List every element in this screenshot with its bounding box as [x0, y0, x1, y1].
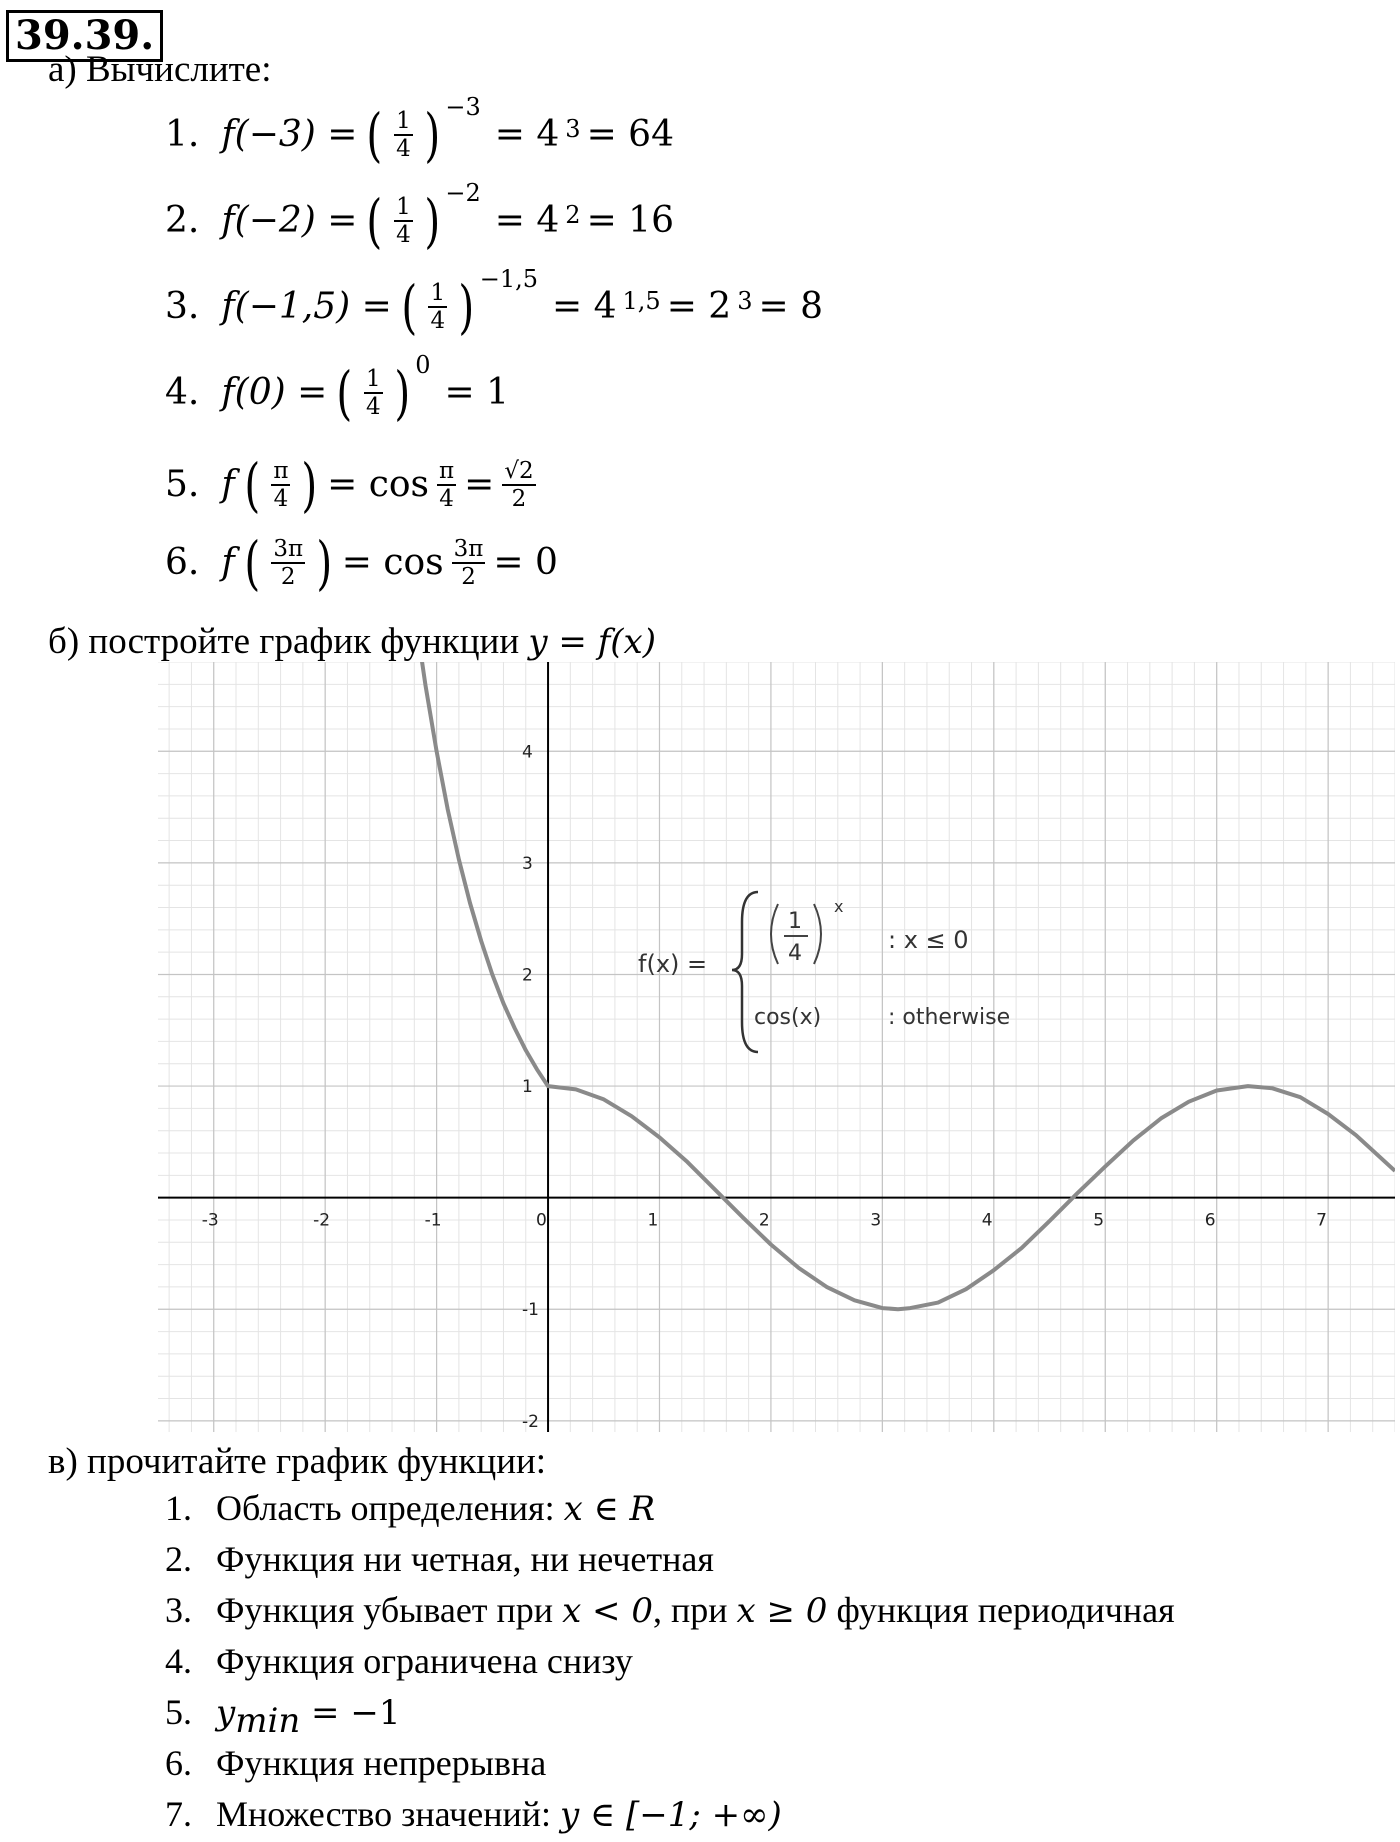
item-number: 6.: [165, 1743, 192, 1783]
item-text-2: , при: [652, 1590, 737, 1630]
calc-item: [165, 528, 558, 598]
y-tick-label: -1: [522, 1300, 539, 1321]
item-number: 5.: [165, 1692, 192, 1732]
reading-item: [165, 1537, 714, 1581]
x-tick-label: 6: [1204, 1210, 1216, 1231]
exponent: −1,5: [479, 265, 538, 293]
part-b-heading-math: y = f(x): [528, 622, 656, 662]
item-tail: = 2: [666, 286, 732, 327]
item-number: 1.: [165, 114, 200, 155]
base-fraction-numerator: 1: [365, 366, 381, 392]
base-fraction-numerator: 1: [396, 194, 411, 220]
item-math: x < 0: [562, 1591, 653, 1631]
item-number: 4.: [165, 1641, 192, 1681]
base-fraction-denominator: 4: [396, 222, 411, 248]
item-number: 5.: [165, 464, 200, 505]
y-tick-label: 4: [522, 742, 533, 763]
item-tail2: = 8: [758, 286, 823, 327]
calc-item: [165, 450, 538, 520]
paren-close: ): [458, 273, 475, 341]
item-number: 6.: [165, 542, 200, 583]
item-text: Функция ни четная, ни нечетная: [216, 1539, 714, 1579]
item-math-rest: = −1: [300, 1693, 401, 1733]
result-fraction: [502, 458, 535, 512]
item-mid: = cos: [341, 542, 444, 583]
cos-argument-fraction: [437, 458, 456, 512]
reading-item: [165, 1486, 655, 1531]
formula-case2-condition: : otherwise: [888, 1005, 1011, 1030]
item-number: 4.: [165, 372, 200, 413]
item-mid: = cos: [327, 464, 430, 505]
base-fraction: [394, 194, 413, 248]
item-lhs: f: [221, 464, 235, 505]
rhs-exponent: 2: [565, 201, 581, 229]
item-number: 7.: [165, 1794, 192, 1834]
x-tick-label: 7: [1316, 1210, 1327, 1231]
item-rhs: = 1: [444, 372, 510, 413]
item-number: 2.: [165, 200, 200, 241]
x-tick-label: -3: [201, 1210, 219, 1231]
calc-item: [165, 93, 674, 170]
item-text: Функция ограничена снизу: [216, 1641, 633, 1681]
function-graph: [158, 662, 1395, 1432]
paren-open: (: [401, 273, 418, 341]
exponent: 0: [415, 351, 431, 379]
paren-close: ): [424, 187, 440, 255]
formula-case1-exponent: x: [834, 897, 844, 916]
reading-item: [165, 1588, 1175, 1633]
item-text: Множество значений:: [216, 1794, 561, 1834]
exponent: −3: [445, 93, 481, 121]
graph-background: [158, 662, 1395, 1432]
exponent: −2: [445, 179, 481, 207]
item-result: = 0: [493, 542, 558, 583]
reading-item: [165, 1639, 633, 1683]
base-fraction-numerator: 1: [396, 108, 411, 134]
problem-number: 39.39.: [6, 10, 163, 62]
paren-open: (: [366, 187, 383, 255]
item-rhs: = 4: [494, 200, 560, 241]
formula-case1-numerator: 1: [788, 909, 802, 934]
item-math: y: [216, 1693, 236, 1733]
calc-item: [165, 265, 823, 342]
reading-item: [165, 1741, 546, 1785]
rhs-exponent: 3: [565, 115, 581, 143]
item-text: Функция убывает при: [216, 1590, 563, 1630]
cos-argument-fraction-numerator: π: [439, 458, 455, 484]
item-number: 3.: [165, 286, 200, 327]
formula-case1-denominator: 4: [788, 941, 802, 966]
base-fraction-denominator: 4: [396, 136, 411, 162]
x-tick-label: 5: [1093, 1210, 1105, 1231]
y-tick-label: 2: [522, 965, 533, 986]
base-fraction: [428, 280, 447, 334]
cos-argument-fraction-numerator: 3π: [453, 536, 484, 562]
item-text: Функция непрерывна: [216, 1743, 547, 1783]
base-fraction: [394, 108, 413, 162]
part-b-heading-text: б) постройте график функции: [48, 621, 529, 662]
item-math-2: x ≥ 0: [736, 1591, 828, 1631]
x-tick-label: 2: [758, 1210, 770, 1231]
paren-open: (: [336, 359, 353, 427]
item-eq: =: [464, 464, 495, 505]
cos-argument-fraction-denominator: 4: [439, 486, 454, 512]
tail-exponent: 3: [737, 287, 753, 315]
y-tick-label: 1: [522, 1077, 533, 1098]
formula-case2-expression: cos(x): [754, 1005, 822, 1030]
item-text: Область определения:: [216, 1488, 564, 1528]
x-tick-label: -2: [313, 1210, 331, 1231]
rhs-exponent: 1,5: [622, 287, 661, 315]
base-fraction-denominator: 4: [365, 394, 381, 420]
item-lhs: f(−2) =: [221, 200, 358, 241]
item-text-3: функция периодичная: [827, 1590, 1175, 1630]
item-tail: = 64: [586, 114, 674, 155]
formula-case1-condition: : x ≤ 0: [888, 926, 969, 954]
paren-close: ): [316, 529, 333, 597]
part-a-heading: а) Вычислите:: [48, 49, 272, 90]
base-fraction: [364, 366, 383, 420]
part-b-heading: [48, 620, 656, 664]
item-tail: = 16: [586, 200, 674, 241]
argument-fraction-numerator: π: [273, 458, 289, 484]
paren-close: ): [393, 359, 410, 427]
y-tick-label: 3: [522, 853, 533, 874]
item-rhs: = 4: [494, 114, 560, 155]
cos-argument-fraction: [452, 536, 486, 590]
item-number: 3.: [165, 1590, 192, 1630]
argument-fraction: [271, 536, 305, 590]
calc-item: [165, 179, 674, 256]
base-fraction-denominator: 4: [430, 308, 446, 334]
item-number: 1.: [165, 1488, 192, 1528]
calc-item: [165, 351, 510, 428]
argument-fraction: [271, 458, 290, 512]
item-math-sub: min: [235, 1701, 301, 1742]
x-tick-label: 0: [536, 1210, 547, 1231]
item-math: x ∈ R: [563, 1489, 656, 1529]
y-tick-label: -2: [522, 1411, 539, 1432]
item-lhs: f(−1,5) =: [221, 286, 392, 327]
item-math: y ∈ [−1; +∞): [560, 1795, 782, 1835]
x-tick-label: 1: [647, 1210, 659, 1231]
argument-fraction-denominator: 4: [273, 486, 289, 512]
x-tick-label: 3: [870, 1210, 882, 1231]
x-tick-label: -1: [424, 1210, 442, 1231]
item-lhs: f(0) =: [221, 372, 328, 413]
item-lhs: f: [221, 542, 235, 583]
argument-fraction-numerator: 3π: [273, 536, 304, 562]
result-fraction-numerator: √2: [504, 458, 534, 484]
paren-close: ): [424, 101, 440, 169]
cos-argument-fraction-denominator: 2: [461, 564, 476, 590]
paren-close: ): [301, 451, 318, 519]
argument-fraction-denominator: 2: [280, 564, 296, 590]
formula-lhs: f(x) =: [638, 950, 708, 978]
paren-open: (: [244, 529, 260, 597]
reading-item: [165, 1792, 782, 1837]
base-fraction-numerator: 1: [430, 280, 446, 306]
paren-open: (: [244, 451, 260, 519]
result-fraction-denominator: 2: [511, 486, 527, 512]
part-c-heading: в) прочитайте график функции:: [48, 1441, 547, 1482]
paren-open: (: [366, 101, 383, 169]
item-lhs: f(−3) =: [221, 114, 358, 155]
item-rhs: = 4: [552, 286, 617, 327]
reading-item: [165, 1690, 400, 1743]
x-tick-label: 4: [981, 1210, 993, 1231]
item-number: 2.: [165, 1539, 192, 1579]
